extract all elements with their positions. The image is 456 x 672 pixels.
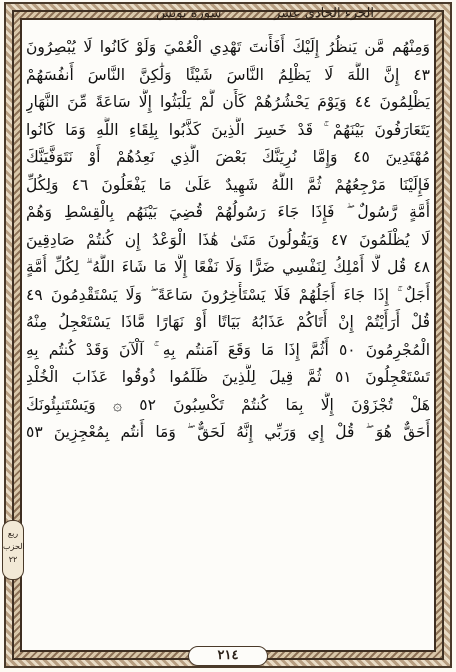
- page-header: [36, 4, 420, 26]
- text-line: أَجَلٌ ۚ إِذَا جَاءَ أَجَلُهُمْ فَلَا يَسْتَأْخِرُونَ سَاعَةً ۖ وَلَا يَسْتَقْدِمُونَ ٤٩: [26, 285, 430, 304]
- text-line: الْمُجْرِمُونَ ٥٠ أَثُمَّ إِذَا مَا وَقَعَ آمَنتُم بِهِ ۚ آلْآنَ وَقَدْ كُنتُم بِهِ: [26, 340, 430, 359]
- quran-text: [26, 34, 430, 622]
- text-line: فَإِلَيْنَا مَرْجِعُهُمْ ثُمَّ اللَّهُ شَهِيدٌ عَلَىٰ مَا يَفْعَلُونَ ٤٦ وَلِكُلِّ: [26, 175, 430, 194]
- surah-title: سورة يونس: [156, 6, 222, 21]
- text-line: قُلْ أَرَأَيْتُمْ إِنْ أَتَاكُمْ عَذَابُهُ بَيَاتًا أَوْ نَهَارًا مَّاذَا يَسْتَعْجِلُ مِنْهُ: [26, 313, 430, 331]
- text-line: ٤٨ قُل لَّا أَمْلِكُ لِنَفْسِي ضَرًّا وَلَا نَفْعًا إِلَّا مَا شَاءَ اللَّهُ ۗ لِكُلِّ أُمَّةٍ: [26, 258, 430, 276]
- text-line: تَسْتَعْجِلُونَ ٥١ ثُمَّ قِيلَ لِلَّذِينَ ظَلَمُوا ذُوقُوا عَذَابَ الْخُلْدِ: [26, 368, 430, 386]
- text-line: لَا يُظْلَمُونَ ٤٧ وَيَقُولُونَ مَتَىٰ هَٰذَا الْوَعْدُ إِن كُنتُمْ صَادِقِينَ: [26, 230, 430, 249]
- text-line: يَظْلِمُونَ ٤٤ وَيَوْمَ يَحْشُرُهُمْ كَأَن لَّمْ يَلْبَثُوا إِلَّا سَاعَةً مِّنَ النَّهَارِ: [26, 93, 430, 111]
- hizb-marker: ربع الحزب ٢٢: [2, 520, 24, 580]
- text-line: أُمَّةٍ رَّسُولٌ ۖ فَإِذَا جَاءَ رَسُولُهُمْ قُضِيَ بَيْنَهُم بِالْقِسْطِ وَهُمْ: [26, 203, 430, 221]
- text-line: هَلْ تُجْزَوْنَ إِلَّا بِمَا كُنتُمْ تَكْسِبُونَ ٥٢ ۞ وَيَسْتَنبِئُونَكَ: [26, 395, 430, 414]
- juz-title: الجزء الحادي عشر: [274, 6, 374, 21]
- text-line: ٤٣ إِنَّ اللَّهَ لَا يَظْلِمُ النَّاسَ شَيْئًا وَلَٰكِنَّ النَّاسَ أَنفُسَهُمْ: [26, 65, 430, 84]
- text-line: أَحَقٌّ هُوَ ۖ قُلْ إِي وَرَبِّي إِنَّهُ لَحَقٌّ ۖ وَمَا أَنتُم بِمُعْجِزِينَ ٥٣: [26, 423, 430, 441]
- text-line: وَمِنْهُم مَّن يَنظُرُ إِلَيْكَ أَفَأَنتَ تَهْدِي الْعُمْيَ وَلَوْ كَانُوا لَا يُبْصِرُونَ: [26, 38, 430, 56]
- page-number: ٢١٤: [188, 646, 268, 666]
- text-line: مُهْتَدِينَ ٤٥ وَإِمَّا نُرِيَنَّكَ بَعْضَ الَّذِي نَعِدُهُمْ أَوْ نَتَوَفَّيَنَّكَ: [26, 148, 430, 166]
- text-line: يَتَعَارَفُونَ بَيْنَهُمْ ۚ قَدْ خَسِرَ الَّذِينَ كَذَّبُوا بِلِقَاءِ اللَّهِ وَمَا كَانُوا: [26, 120, 430, 139]
